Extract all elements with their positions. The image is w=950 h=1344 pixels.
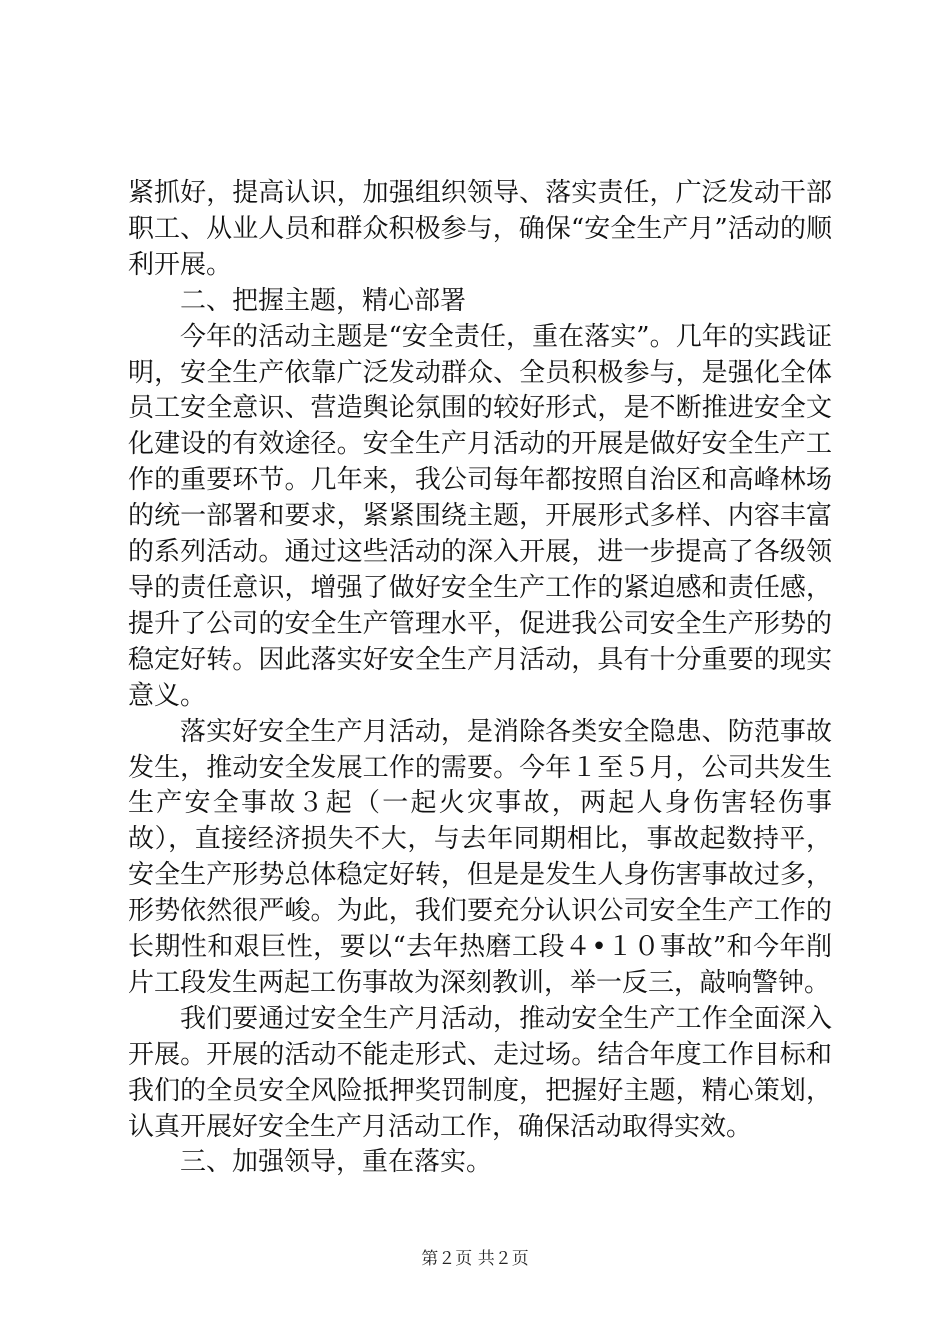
- page-footer: 第２页 共２页: [421, 1249, 529, 1269]
- section-heading-2: 二、把握主题，精心部署: [180, 285, 467, 316]
- paragraph-hazards: 落实好安全生产月活动，是消除各类安全隐患、防范事故发生，推动安全发展工作的需要。今年１至５月，公司共发生生产安全事故３起（一起火灾事故，两起人身伤害轻伤事故），直接经济损失不大，与去年同期相比，事故起数持平，安全生产形势总体稳定好转，但是是发生人身伤害事故过多，形势依然很严峻。为此，我们要充分认识公司安全生产工作的长期性和艰巨性，要以“去年热磨工段４•１０事故”和今年削片工段发生两起工伤事故为深刻教训，举一反三，敲响警钟。: [128, 716, 832, 998]
- paragraph-activities: 我们要通过安全生产月活动，推动安全生产工作全面深入开展。开展的活动不能走形式、走过场。结合年度工作目标和我们的全员安全风险抵押奖罚制度，把握好主题，精心策划，认真开展好安全生产月活动工作，确保活动取得实效。: [128, 1003, 832, 1142]
- paragraph-1: 紧抓好，提高认识，加强组织领导、落实责任，广泛发动干部职工、从业人员和群众积极参与，确保“安全生产月”活动的顺利开展。: [128, 178, 832, 280]
- document-body: [128, 176, 832, 1181]
- paragraph-theme: 今年的活动主题是“安全责任，重在落实”。几年的实践证明，安全生产依靠广泛发动群众、全员积极参与，是强化全体员工安全意识、营造舆论氛围的较好形式，是不断推进安全文化建设的有效途径。安全生产月活动的开展是做好安全生产工作的重要环节。几年来，我公司每年都按照自治区和高峰林场的统一部署和要求，紧紧围绕主题，开展形式多样、内容丰富的系列活动。通过这些活动的深入开展，进一步提高了各级领导的责任意识，增强了做好安全生产工作的紧迫感和责任感，提升了公司的安全生产管理水平，促进我公司安全生产形势的稳定好转。因此落实好安全生产月活动，具有十分重要的现实意义。: [128, 321, 832, 711]
- section-heading-3: 三、加强领导，重在落实。: [180, 1147, 493, 1178]
